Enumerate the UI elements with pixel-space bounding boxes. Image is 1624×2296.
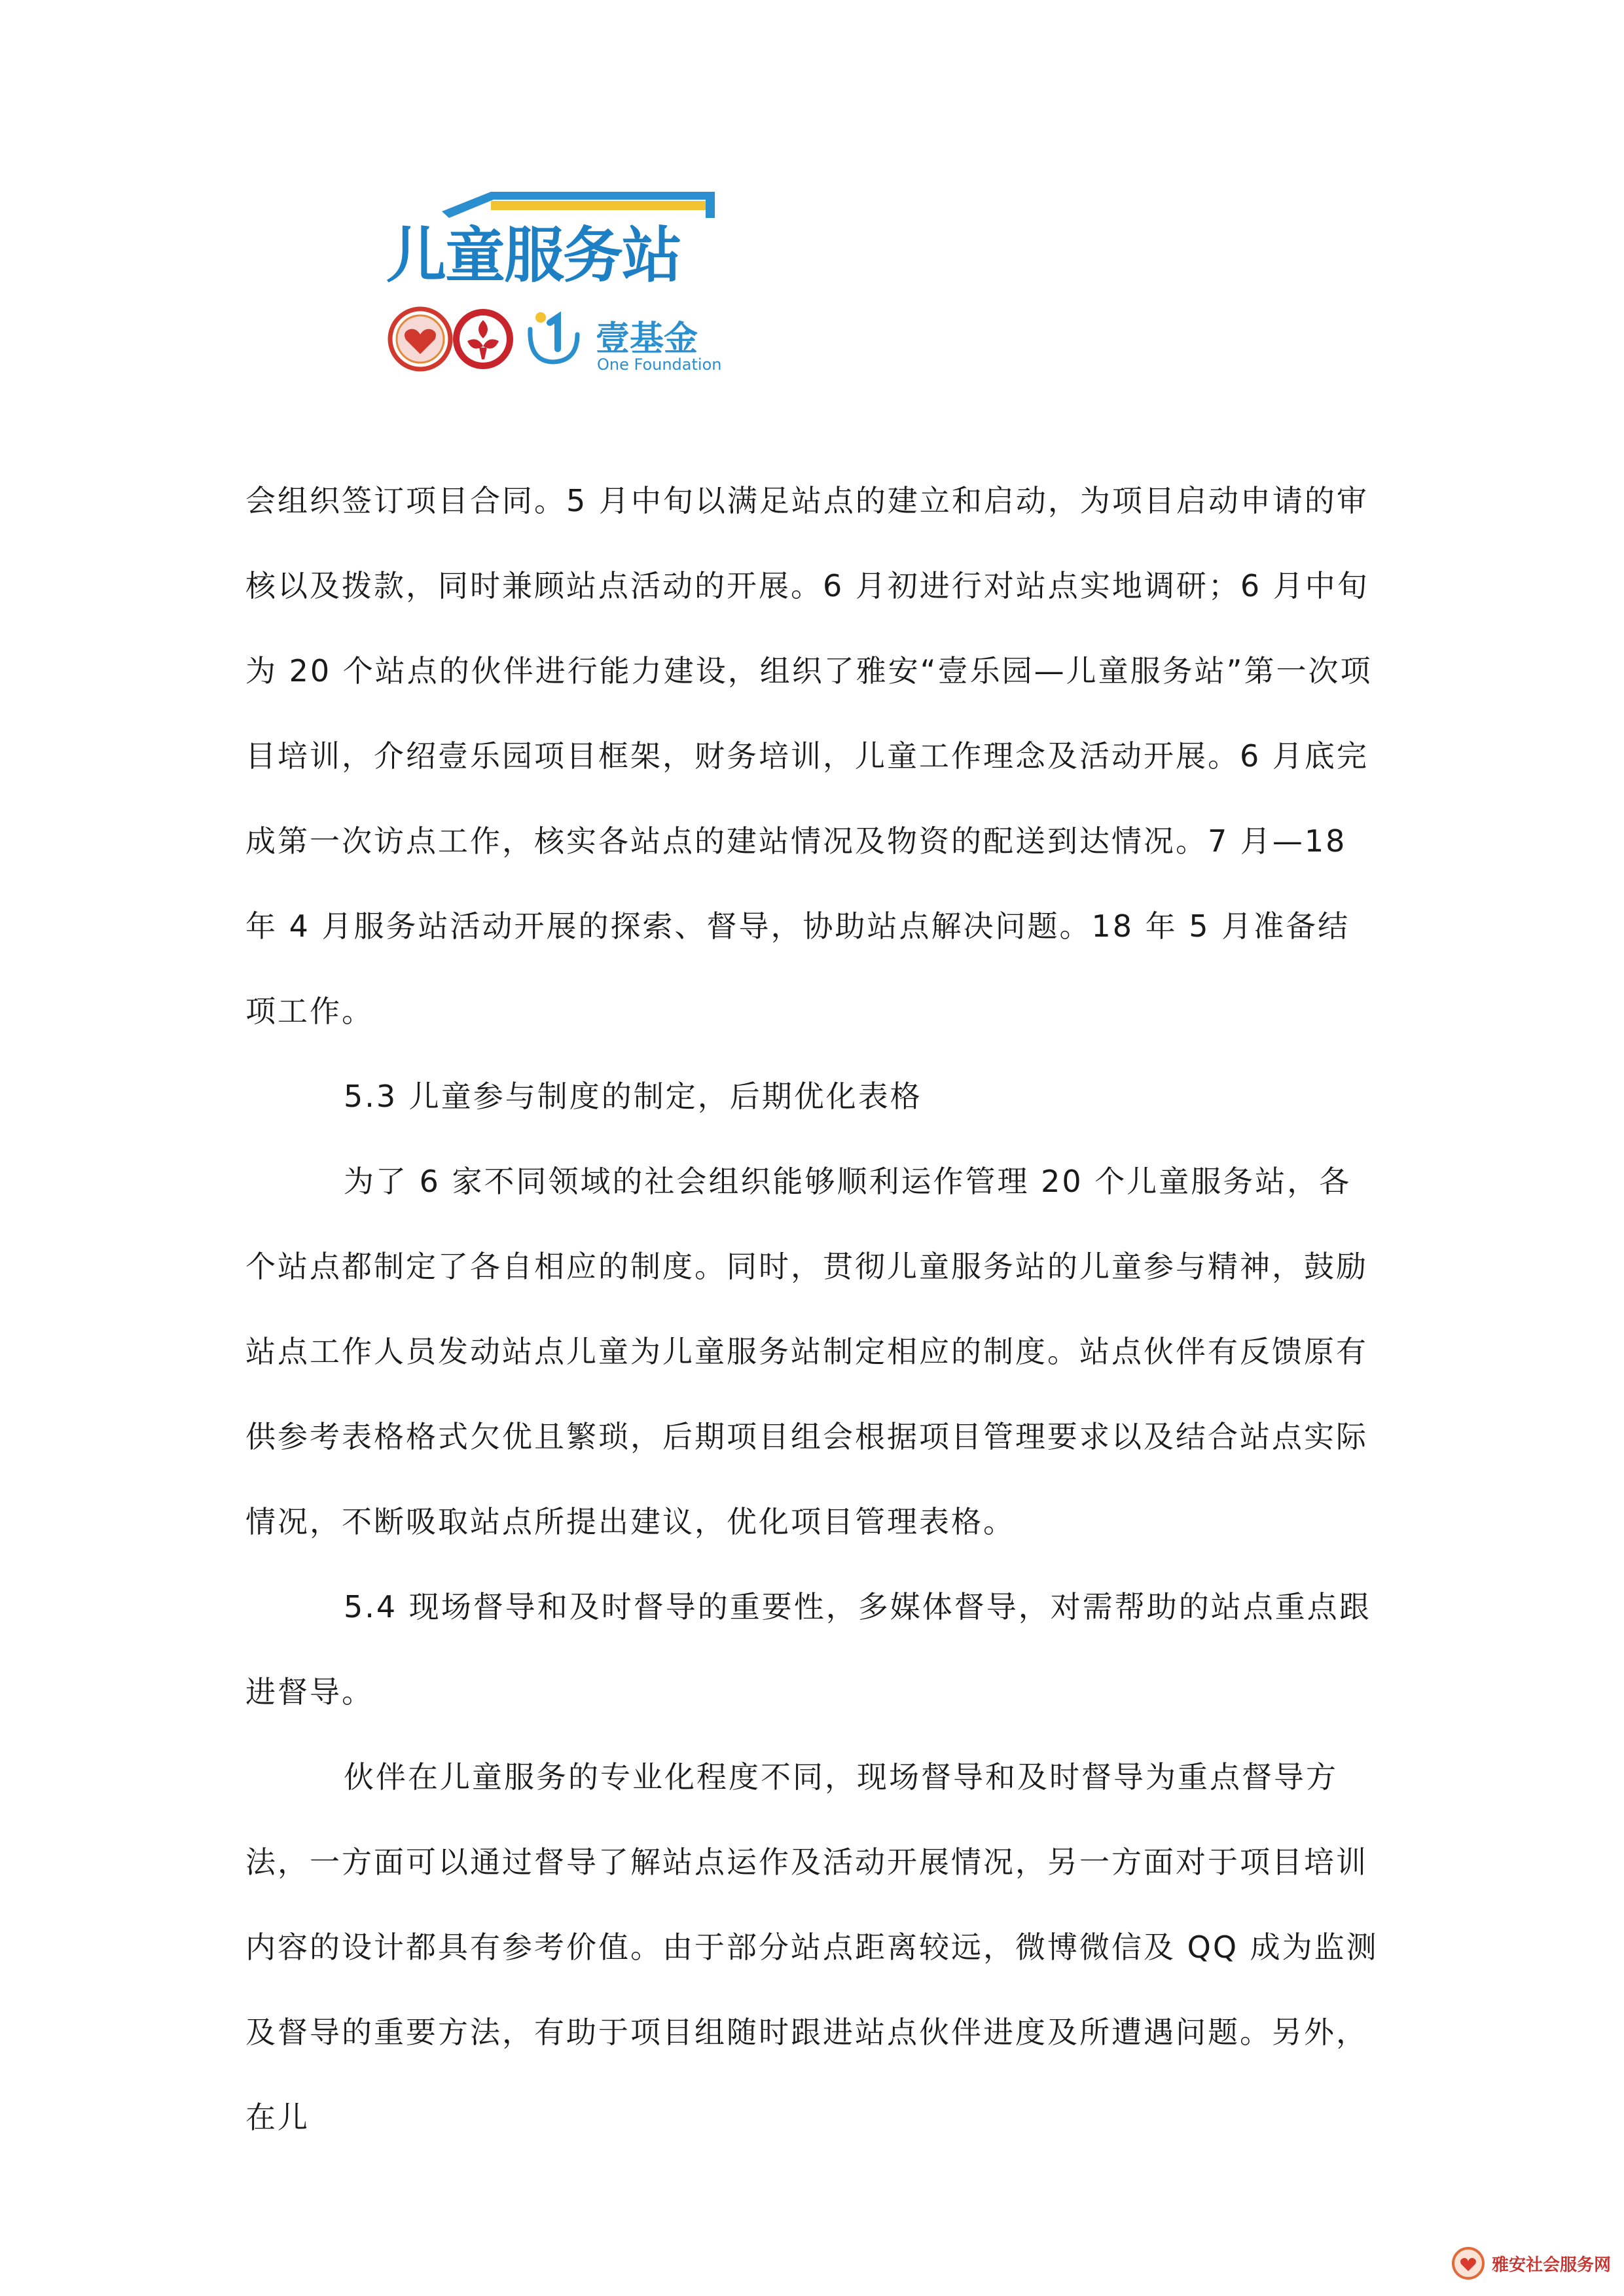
- foundation-name-cn: 壹基金: [596, 319, 698, 359]
- document-body: [245, 458, 1381, 2160]
- paragraph-project-timeline: 会组织签订项目合同。5 月中旬以满足站点的建立和启动，为项目启动申请的审核以及拨款，同时兼顾站点活动的开展。6 月初进行对站点实地调研；6 月中旬为 20 个站点的伙伴进行能力建设，组织了雅安“壹乐园—儿童服务站”第一次项目培训，介绍壹乐园项目框架，财务培训，儿童工作理念及活动开展。6 月底完成第一次访点工作，核实各站点的建站情况及物资的配送到达情况。7 月—18 年 4 月服务站活动开展的探索、督导，协助站点解决问题。18 年 5 月准备结项工作。: [245, 483, 1373, 1029]
- logo-title: 儿童服务站: [386, 221, 681, 291]
- children-service-station-logo: [386, 187, 727, 376]
- watermark-logo-icon: [1451, 2246, 1485, 2280]
- watermark-text: 雅安社会服务网: [1491, 2255, 1611, 2275]
- footer-watermark: [1451, 2244, 1611, 2283]
- partner-logos: [386, 303, 727, 375]
- section-heading-5-4: 5.4 现场督导和及时督导的重要性，多媒体督导，对需帮助的站点重点跟进督导。: [245, 1589, 1371, 1710]
- partner-emblems: [386, 303, 596, 375]
- paragraph-child-participation: 为了 6 家不同领域的社会组织能够顺利运作管理 20 个儿童服务站，各个站点都制定了各自相应的制度。同时，贯彻儿童服务站的儿童参与精神，鼓励站点工作人员发动站点儿童为儿童服务站制定相应的制度。站点伙伴有反馈原有供参考表格格式欠优且繁琐，后期项目组会根据项目管理要求以及结合站点实际情况，不断吸取站点所提出建议，优化项目管理表格。: [245, 1164, 1368, 1539]
- heart-seal-icon: [390, 309, 450, 369]
- paragraph-supervision: 伙伴在儿童服务的专业化程度不同，现场督导和及时督导为重点督导方法，一方面可以通过督导了解站点运作及活动开展情况，另一方面对于项目培训内容的设计都具有参考价值。由于部分站点距离较远，微博微信及 QQ 成为监测及督导的重要方法，有助于项目组随时跟进站点伙伴进度及所遭遇问题。另外，在儿: [245, 1759, 1379, 2135]
- section-heading-5-3: 5.3 儿童参与制度的制定，后期优化表格: [344, 1079, 922, 1114]
- women-federation-emblem-icon: [453, 309, 513, 369]
- one-foundation-mark-icon: [530, 312, 577, 362]
- foundation-name-en: One Foundation: [597, 355, 722, 374]
